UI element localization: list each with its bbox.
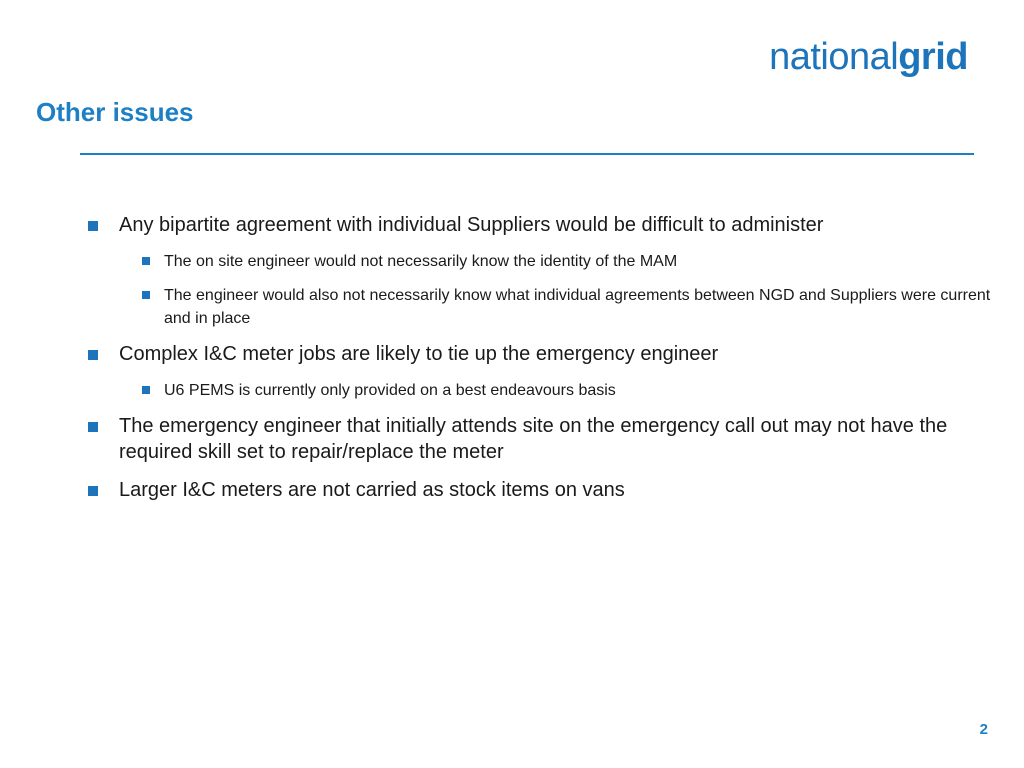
bullet-item — [88, 341, 998, 367]
bullet-text: Any bipartite agreement with individual Suppliers would be difficult to administer — [119, 214, 824, 236]
sub-bullet-item — [142, 379, 998, 402]
bullet-item — [88, 477, 998, 503]
slide-title: Other issues — [36, 97, 194, 127]
square-bullet-icon — [88, 350, 98, 360]
sub-bullet-item — [142, 250, 998, 273]
sub-bullet-item — [142, 284, 998, 330]
bullet-item — [88, 212, 998, 238]
logo-text-grid: grid — [898, 36, 968, 78]
square-bullet-icon — [88, 486, 98, 496]
square-bullet-icon — [88, 221, 98, 231]
title-divider — [80, 153, 974, 155]
national-grid-logo — [769, 38, 968, 76]
square-bullet-icon — [142, 257, 150, 265]
sub-bullet-text: U6 PEMS is currently only provided on a best endeavours basis — [164, 382, 616, 399]
logo-text-national: national — [769, 36, 899, 78]
sub-bullet-text: The engineer would also not necessarily know what individual agreements between NGD and Suppliers were current and in place — [164, 287, 991, 327]
bullet-text: Complex I&C meter jobs are likely to tie up the emergency engineer — [119, 343, 719, 365]
bullet-list — [88, 212, 998, 515]
sub-bullet-text: The on site engineer would not necessarily know the identity of the MAM — [164, 253, 678, 270]
square-bullet-icon — [142, 291, 150, 299]
bullet-item — [88, 413, 998, 465]
bullet-text: The emergency engineer that initially attends site on the emergency call out may not have the required skill set to repair/replace the meter — [119, 415, 948, 463]
bullet-text: Larger I&C meters are not carried as stock items on vans — [119, 479, 625, 501]
page-number: 2 — [979, 721, 988, 738]
square-bullet-icon — [88, 422, 98, 432]
square-bullet-icon — [142, 386, 150, 394]
